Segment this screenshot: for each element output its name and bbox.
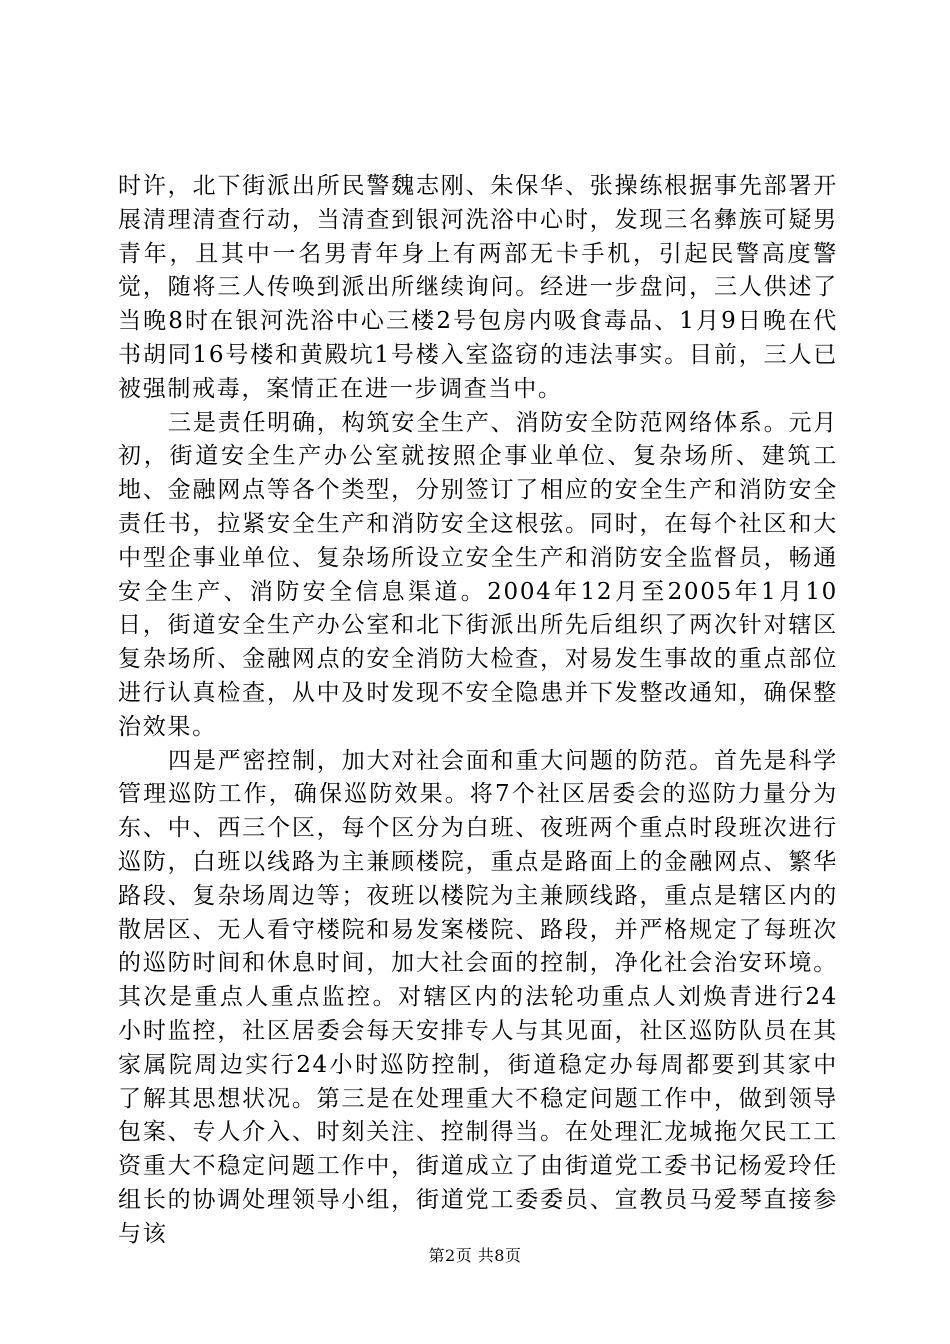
paragraph-strict-control: 四是严密控制，加大对社会面和重大问题的防范。首先是科学管理巡防工作，确保巡防效果。将7个社区居委会的巡防力量分为东、中、西三个区，每个区分为白班、夜班两个重点时段班次进行巡防，白班以线路为主兼顾楼院，重点是路面上的金融网点、繁华路段、复杂场周边等；夜班以楼院为主兼顾线路，重点是辖区内的散居区、无人看守楼院和易发案楼院、路段，并严格规定了每班次的巡防时间和休息时间，加大社会面的控制，净化社会治安环境。其次是重点人重点监控。对辖区内的法轮功重点人刘焕青进行24小时监控，社区居委会每天安排专人与其见面，社区巡防队员在其家属院周边实行24小时巡防控制，街道稳定办每周都要到其家中了解其思想状况。第三是在处理重大不稳定问题工作中，做到领导包案、专人介入、时刻关注、控制得当。在处理汇龙城拖欠民工工资重大不稳定问题工作中，街道成立了由街道党工委书记杨爱玲任组长的协调处理领导小组，街道党工委委员、宣教员马爱琴直接参与该 <box>118 747 838 1247</box>
page-number-footer: 第2页 共8页 <box>428 1246 522 1265</box>
paragraph-safety-responsibility: 三是责任明确，构筑安全生产、消防安全防范网络体系。元月初，街道安全生产办公室就按照企事业单位、复杂场所、建筑工地、金融网点等各个类型，分别签订了相应的安全生产和消防安全责任书，拉紧安全生产和消防安全这根弦。同时，在每个社区和大中型企事业单位、复杂场所设立安全生产和消防安全监督员，畅通安全生产、消防安全信息渠道。2004年12月至2005年1月10日，街道安全生产办公室和北下街派出所先后组织了两次针对辖区复杂场所、金融网点的安全消防大检查，对易发生事故的重点部位进行认真检查，从中及时发现不安全隐患并下发整改通知，确保整治效果。 <box>118 409 838 740</box>
paragraph-continuation: 时许，北下街派出所民警魏志刚、朱保华、张操练根据事先部署开展清理清查行动，当清查到银河洗浴中心时，发现三名彝族可疑男青年，且其中一名男青年身上有两部无卡手机，引起民警高度警觉，随将三人传唤到派出所继续询问。经进一步盘问，三人供述了当晚8时在银河洗浴中心三楼2号包房内吸食毒品、1月9日晚在代书胡同16号楼和黄殿坑1号楼入室盗窃的违法事实。目前，三人已被强制戒毒，案情正在进一步调查当中。 <box>118 173 838 402</box>
document-body <box>118 170 838 1252</box>
